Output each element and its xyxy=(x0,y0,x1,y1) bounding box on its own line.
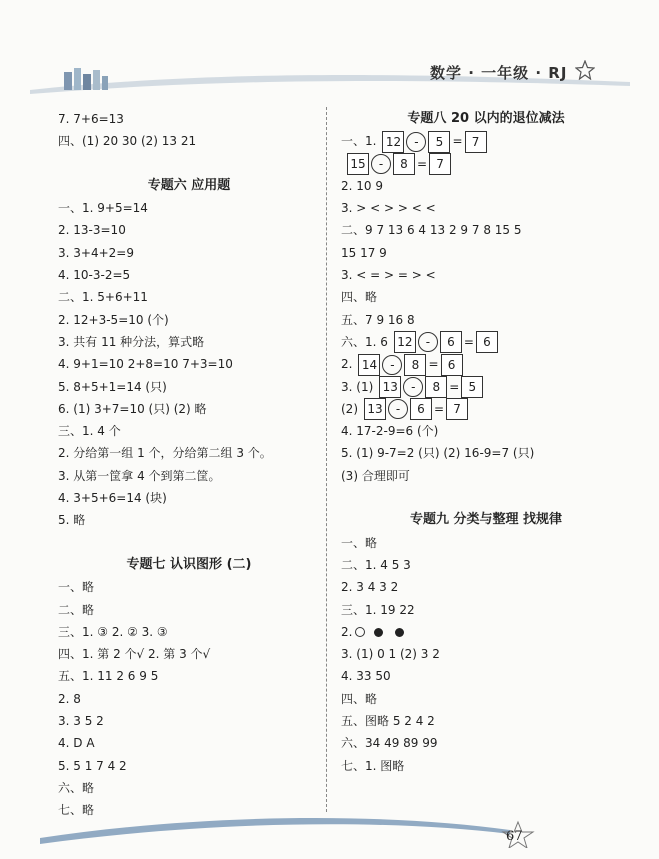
equation-prefix: 一、1. xyxy=(341,134,377,149)
answer-line: 3. 3+4+2=9 xyxy=(58,245,134,260)
equation-result-box: 6 xyxy=(441,354,463,376)
answer-line: 2. 10 9 xyxy=(341,178,383,193)
answer-line: 五、7 9 16 8 xyxy=(341,312,415,327)
answer-line: 三、1. ③ 2. ② 3. ③ xyxy=(58,624,168,639)
equation-prefix: 3. (1) xyxy=(341,379,374,394)
answer-line: 三、1. 4 个 xyxy=(58,424,121,439)
equation-operator-circle: - xyxy=(382,355,402,375)
equation-minuend-box: 15 xyxy=(347,153,369,175)
answer-line: 4. D A xyxy=(58,736,95,751)
answer-line: 2. 3 4 3 2 xyxy=(341,580,399,595)
left-column xyxy=(58,108,320,822)
equation-minuend-box: 13 xyxy=(379,376,401,398)
equation-result-box: 6 xyxy=(476,331,498,353)
answer-line: 二、1. 5+6+11 xyxy=(58,290,148,305)
column-divider xyxy=(326,107,327,812)
answer-line: 六、34 49 89 99 xyxy=(341,736,438,751)
page-number: 67 xyxy=(506,829,523,844)
answer-line: 15 17 9 xyxy=(341,245,387,260)
answer-line: (3) 合理即可 xyxy=(341,468,410,483)
equation-operator-circle: - xyxy=(418,332,438,352)
answer-line: 2. 分给第一组 1 个，分给第二组 3 个。 xyxy=(58,446,272,461)
section-heading: 专题七 认识图形 (二) xyxy=(126,556,252,572)
equation-prefix: (2) xyxy=(341,401,358,416)
answer-line: 3. 共有 11 种分法，算式略 xyxy=(58,334,205,349)
answer-line: 2. 13-3=10 xyxy=(58,223,126,238)
equation-minuend-box: 13 xyxy=(364,398,386,420)
answer-line: 7. 7+6=13 xyxy=(58,112,124,126)
spacer xyxy=(58,153,320,175)
answer-line: 四、略 xyxy=(341,290,378,305)
equation-subtrahend-box: 6 xyxy=(410,398,432,420)
equals-sign: = xyxy=(434,401,445,416)
equals-sign: = xyxy=(452,134,463,149)
spacer xyxy=(341,487,631,509)
spacer xyxy=(58,532,320,554)
equation-operator-circle: - xyxy=(371,154,391,174)
answer-line: 5. 8+5+1=14 (只) xyxy=(58,379,167,394)
boxed-equation-line xyxy=(341,153,631,175)
answer-line: 二、略 xyxy=(58,602,95,617)
equation-minuend-box: 12 xyxy=(382,131,404,153)
equals-sign: = xyxy=(417,156,428,171)
answer-line: 5. (1) 9-7=2 (只) (2) 16-9=7 (只) xyxy=(341,446,535,461)
answer-line: 三、1. 19 22 xyxy=(341,602,415,617)
right-column xyxy=(341,108,631,777)
answer-line: 五、图略 5 2 4 2 xyxy=(341,714,435,729)
equation-result-box: 7 xyxy=(429,153,451,175)
answer-line: 2. 12+3-5=10 (个) xyxy=(58,312,169,327)
equals-sign: = xyxy=(463,334,474,349)
answer-line: 五、1. 11 2 6 9 5 xyxy=(58,669,159,684)
boxed-equation-line xyxy=(341,376,631,398)
equation-minuend-box: 14 xyxy=(358,354,380,376)
answer-line: 6. (1) 3+7=10 (只) (2) 略 xyxy=(58,401,207,416)
dot-pattern-prefix: 2. xyxy=(341,624,353,639)
equation-operator-circle: - xyxy=(388,399,408,419)
equation-result-box: 7 xyxy=(465,131,487,153)
book-logo-icon xyxy=(62,66,110,92)
equation-operator-circle: - xyxy=(406,132,426,152)
boxed-equation-line xyxy=(341,398,631,420)
answer-line: 3. > < > > < < xyxy=(341,201,436,216)
answer-line: 4. 10-3-2=5 xyxy=(58,268,131,283)
answer-line: 四、(1) 20 30 (2) 13 21 xyxy=(58,134,197,149)
equals-sign: = xyxy=(428,357,439,372)
dot-pattern-line xyxy=(341,621,631,643)
equation-subtrahend-box: 8 xyxy=(404,354,426,376)
equation-prefix: 2. xyxy=(341,357,353,372)
answer-line: 四、1. 第 2 个√ 2. 第 3 个√ xyxy=(58,647,211,662)
boxed-equation-line xyxy=(341,353,631,375)
answer-line: 二、9 7 13 6 4 13 2 9 7 8 15 5 xyxy=(341,223,522,238)
equation-minuend-box: 12 xyxy=(394,331,416,353)
equation-subtrahend-box: 5 xyxy=(428,131,450,153)
answer-line: 3. < = > = > < xyxy=(341,268,436,283)
answer-line: 4. 17-2-9=6 (个) xyxy=(341,424,439,439)
answer-line: 2. 8 xyxy=(58,691,81,706)
star-icon xyxy=(575,60,595,80)
equation-subtrahend-box: 6 xyxy=(440,331,462,353)
equation-prefix: 六、1. 6 xyxy=(341,334,388,349)
answer-line: 二、1. 4 5 3 xyxy=(341,557,411,572)
answer-line: 4. 3+5+6=14 (块) xyxy=(58,491,167,506)
boxed-equation-line xyxy=(341,331,631,353)
boxed-equation-line xyxy=(341,130,631,152)
filled-circle-icon xyxy=(395,628,404,637)
answer-line: 3. 从第一筐拿 4 个到第二筐。 xyxy=(58,468,221,483)
answer-line: 七、1. 图略 xyxy=(341,758,405,773)
section-heading: 专题六 应用题 xyxy=(147,177,231,193)
answer-line: 一、略 xyxy=(58,580,95,595)
header-title: 数学 · 一年级 · RJ xyxy=(430,64,568,82)
equation-subtrahend-box: 8 xyxy=(425,376,447,398)
answer-line: 4. 33 50 xyxy=(341,669,391,684)
answer-line: 3. 3 5 2 xyxy=(58,714,104,729)
answer-line: 3. (1) 0 1 (2) 3 2 xyxy=(341,647,440,662)
answer-line: 4. 9+1=10 2+8=10 7+3=10 xyxy=(58,357,233,372)
equation-result-box: 7 xyxy=(446,398,468,420)
answer-line: 六、略 xyxy=(58,780,95,795)
answer-line: 七、略 xyxy=(58,803,95,818)
answer-line: 一、略 xyxy=(341,535,378,550)
hollow-circle-icon xyxy=(355,627,365,637)
equation-result-box: 5 xyxy=(461,376,483,398)
equation-operator-circle: - xyxy=(403,377,423,397)
section-heading: 专题九 分类与整理 找规律 xyxy=(409,512,563,528)
section-heading: 专题八 20 以内的退位减法 xyxy=(407,111,565,126)
answer-line: 四、略 xyxy=(341,691,378,706)
equation-subtrahend-box: 8 xyxy=(393,153,415,175)
filled-circle-icon xyxy=(374,628,383,637)
answer-line: 5. 略 xyxy=(58,513,86,528)
equals-sign: = xyxy=(449,379,460,394)
answer-line: 一、1. 9+5=14 xyxy=(58,201,148,216)
answer-line: 5. 5 1 7 4 2 xyxy=(58,758,127,773)
